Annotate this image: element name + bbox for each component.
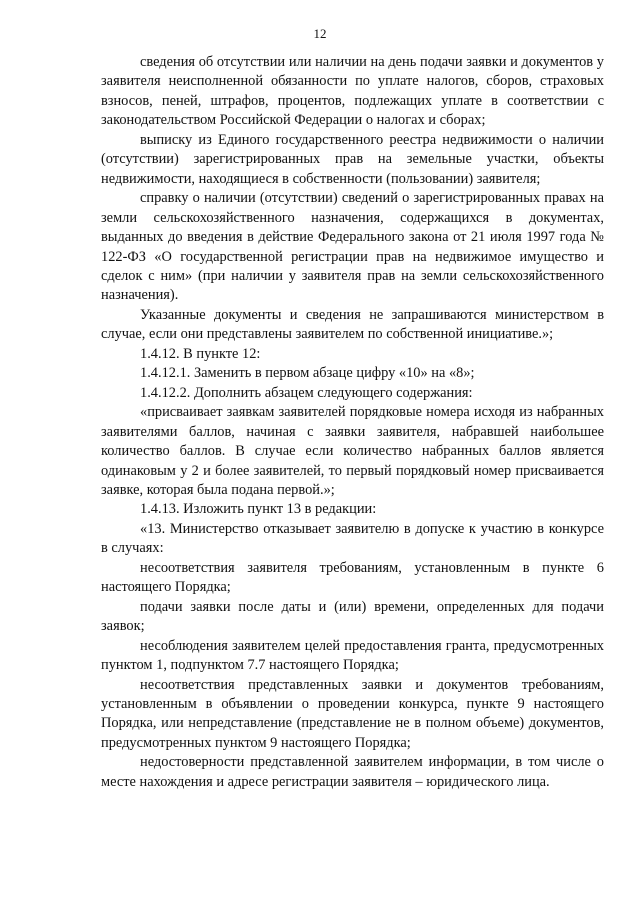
paragraph-clause-13-intro: «13. Министерство отказывает заявителю в допуске к участию в конкурсе в случаях: <box>101 520 604 557</box>
paragraph-documents-not-requested: Указанные документы и сведения не запрашиваются министерством в случае, если они представлены заявителем по собственной инициативе.»; <box>101 306 604 343</box>
document-body <box>101 53 604 792</box>
paragraph-ordinal-numbers: «присваивает заявкам заявителей порядковые номера исходя из набранных заявителями баллов, начиная с заявки заявителя, набравшей наибольшее количество баллов. В случае если количество набранных баллов является одинаковым у 2 и более заявителей, то первый порядковый номер присваивается заявке, которая была подана первой.»; <box>101 404 604 498</box>
paragraph-clause-1-4-12-1: 1.4.12.1. Заменить в первом абзаце цифру «10» на «8»; <box>140 365 475 382</box>
paragraph-agricultural-land-certificate: справку о наличии (отсутствии) сведений о зарегистрированных правах на земли сельскохозяйственного назначения, содержащихся в документах, выданных до введения в действие Федерального закона от 21 июля 1997 года № 122-ФЗ «О государственной регистрации прав на недвижимое имущество и сделок с ним» (при наличии у заявителя прав на земли сельскохозяйственного назначения). <box>101 190 604 304</box>
paragraph-clause-1-4-12: 1.4.12. В пункте 12: <box>140 345 261 362</box>
paragraph-clause-1-4-13: 1.4.13. Изложить пункт 13 в редакции: <box>140 501 377 518</box>
paragraph-real-estate-extract: выписку из Единого государственного реестра недвижимости о наличии (отсутствии) зарегистрированных прав на земельные участки, объекты недвижимости, находящиеся в собственности (пользовании) заявителя; <box>101 131 604 187</box>
paragraph-goals-noncompliance: несоблюдения заявителем целей предоставления гранта, предусмотренных пунктом 1, подпунктом 7.7 настоящего Порядка; <box>101 637 604 674</box>
paragraph-late-submission: подачи заявки после даты и (или) времени, определенных для подачи заявок; <box>101 598 604 635</box>
paragraph-requirements-mismatch: несоответствия заявителя требованиям, установленным в пункте 6 настоящего Порядка; <box>101 559 604 596</box>
paragraph-documents-mismatch: несоответствия представленных заявки и документов требованиям, установленным в объявлении о проведении конкурса, пункте 9 настоящего Порядка, или непредставление (представление не в полном объеме) документов, предусмотренных пунктом 9 настоящего Порядка; <box>101 676 604 751</box>
paragraph-tax-debt-info: сведения об отсутствии или наличии на день подачи заявки и документов у заявителя неисполненной обязанности по уплате налогов, сборов, страховых взносов, пеней, штрафов, процентов, подлежащих уплате в соответствии с законодательством Российской Федерации о налогах и сборах; <box>101 54 604 129</box>
paragraph-false-information: недостоверности представленной заявителем информации, в том числе о месте нахождения и адресе регистрации заявителя – юридического лица. <box>101 754 604 790</box>
paragraph-clause-1-4-12-2: 1.4.12.2. Дополнить абзацем следующего содержания: <box>140 384 473 401</box>
page-number: 12 <box>313 26 327 41</box>
